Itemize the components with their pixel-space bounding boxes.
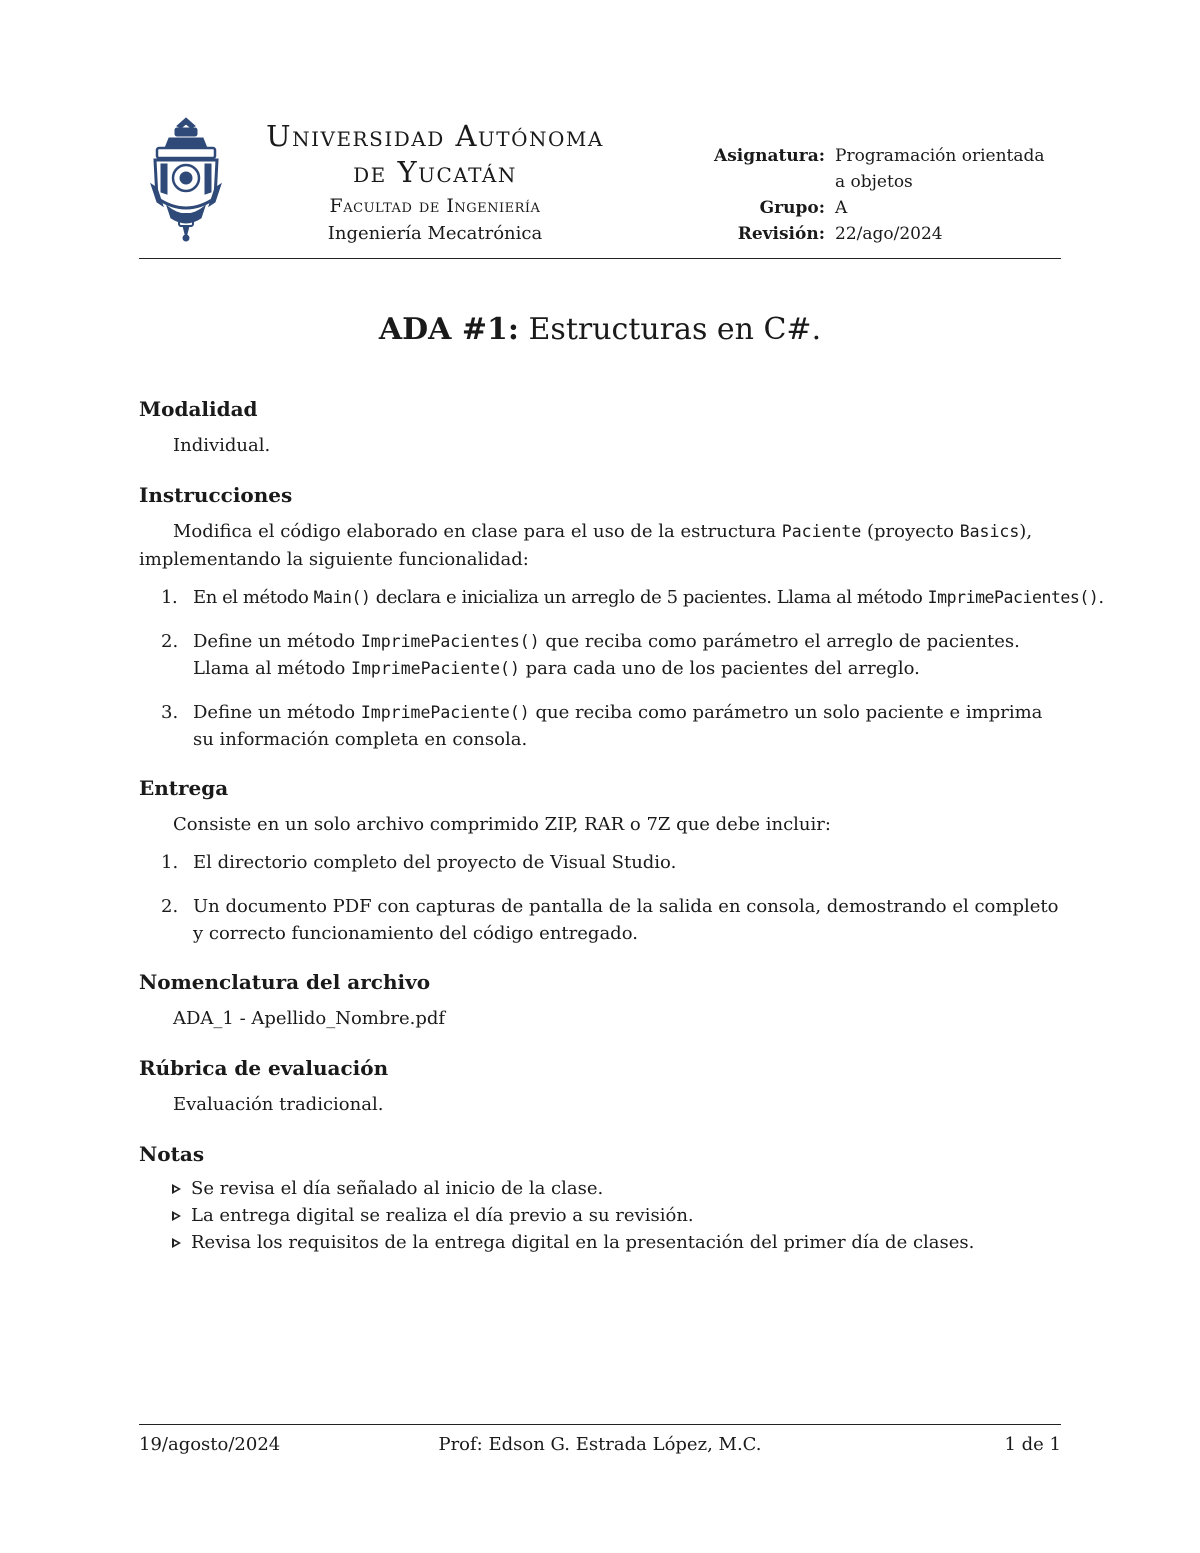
triangle-bullet-icon [172,1211,181,1221]
section-heading: Rúbrica de evaluación [139,1056,389,1080]
meta-value: 22/ago/2024 [835,224,943,244]
item-text: para cada uno de los pacientes del arreglo. [519,658,920,679]
item-text: declara e inicializa un arreglo de 5 pacientes. Llama al método [370,587,928,608]
code-basics: Basics [959,522,1020,541]
section-heading: Modalidad [139,397,258,421]
item-text: . [1098,587,1104,608]
entrega-list [139,849,1061,947]
list-item [139,849,1061,876]
item-code: ImprimePaciente() [351,659,520,678]
faculty-name: Facultad de Ingeniería [329,195,541,217]
section-nomenclatura [139,965,1061,1033]
list-item [139,1202,1061,1229]
list-number: 1. [161,852,179,873]
page-title [139,312,1061,347]
meta-row-grupo [694,195,1064,221]
note-text: Se revisa el día señalado al inicio de la clase. [191,1178,604,1199]
meta-label: Revisión: [737,224,825,244]
footer-rule [139,1424,1061,1425]
code-paciente: Paciente [781,522,862,541]
notes-list [139,1175,1061,1256]
title-rest: Estructuras en C#. [518,312,822,347]
section-heading: Instrucciones [139,483,293,507]
university-crest-icon [147,114,225,242]
list-item [139,1175,1061,1202]
item-code: ImprimePacientes() [360,632,540,651]
meta-label: Asignatura: [714,146,825,166]
list-number: 3. [161,702,179,723]
document-page [139,0,1104,1553]
meta-value: Programación orientada a objetos [835,146,1045,192]
section-heading: Nomenclatura del archivo [139,970,431,994]
item-code: ImprimePaciente() [360,703,530,722]
section-intro [139,518,1061,574]
item-text: Define un método [193,631,361,652]
meta-row-revision [694,221,1064,247]
list-number: 2. [161,631,179,652]
header-rule [139,258,1061,259]
footer-page-number: 1 de 1 [1004,1434,1061,1455]
university-name-line1: Universidad Autónoma [266,119,604,153]
course-meta [694,143,1064,247]
item-text: El directorio completo del proyecto de Visual Studio. [193,852,677,873]
section-entrega [139,771,1061,947]
item-text: que reciba como parámetro un solo paciente e imprima su información completa en consola. [193,702,1043,750]
university-name-line2: de Yucatán [353,155,517,189]
item-text: Define un método [193,702,361,723]
section-heading: Notas [139,1142,205,1166]
meta-row-asignatura [694,143,1064,195]
title-bold: ADA #1: [378,312,519,347]
note-text: La entrega digital se realiza el día previo a su revisión. [191,1205,694,1226]
list-item [139,628,1061,682]
item-text: Un documento PDF con capturas de pantalla de la salida en consola, demostrando el completo y correcto funcionamiento del código entregado. [193,896,1059,944]
section-intro: Consiste en un solo archivo comprimido ZIP, RAR o 7Z que debe incluir: [173,814,831,835]
meta-label: Grupo: [759,198,825,218]
list-item [139,1229,1061,1256]
intro-text: ), implementando la siguiente funcionalidad: [139,521,1033,570]
section-text: Evaluación tradicional. [173,1094,384,1115]
meta-value: A [835,198,848,218]
section-instrucciones [139,478,1104,753]
list-item [139,584,1104,611]
intro-text: (proyecto [861,521,960,542]
item-text: En el método [193,587,314,608]
section-heading: Entrega [139,776,229,800]
list-number: 2. [161,896,179,917]
list-item [139,893,1061,947]
section-rubrica [139,1051,1061,1119]
item-code: ImprimePacientes() [927,588,1099,607]
university-block [235,118,635,248]
section-text: Individual. [173,435,271,456]
intro-text: Modifica el código elaborado en clase para el uso de la estructura [173,521,782,542]
main-content [139,392,1104,1274]
career-name: Ingeniería Mecatrónica [327,223,543,244]
instrucciones-list [139,584,1104,753]
item-code: Main() [313,588,371,607]
triangle-bullet-icon [172,1238,181,1248]
section-notas [139,1137,1061,1256]
note-text: Revisa los requisitos de la entrega digital en la presentación del primer día de clases. [191,1232,975,1253]
triangle-bullet-icon [172,1184,181,1194]
file-name-pattern: ADA_1 - Apellido_Nombre.pdf [173,1008,446,1029]
footer-professor: Prof: Edson G. Estrada López, M.C. [438,1434,762,1455]
section-modalidad [139,392,1061,460]
item-text: que reciba como parámetro el arreglo de pacientes. Llama al método [193,631,1020,679]
footer-date: 19/agosto/2024 [139,1434,281,1455]
list-item [139,699,1061,753]
list-number: 1. [161,587,178,608]
